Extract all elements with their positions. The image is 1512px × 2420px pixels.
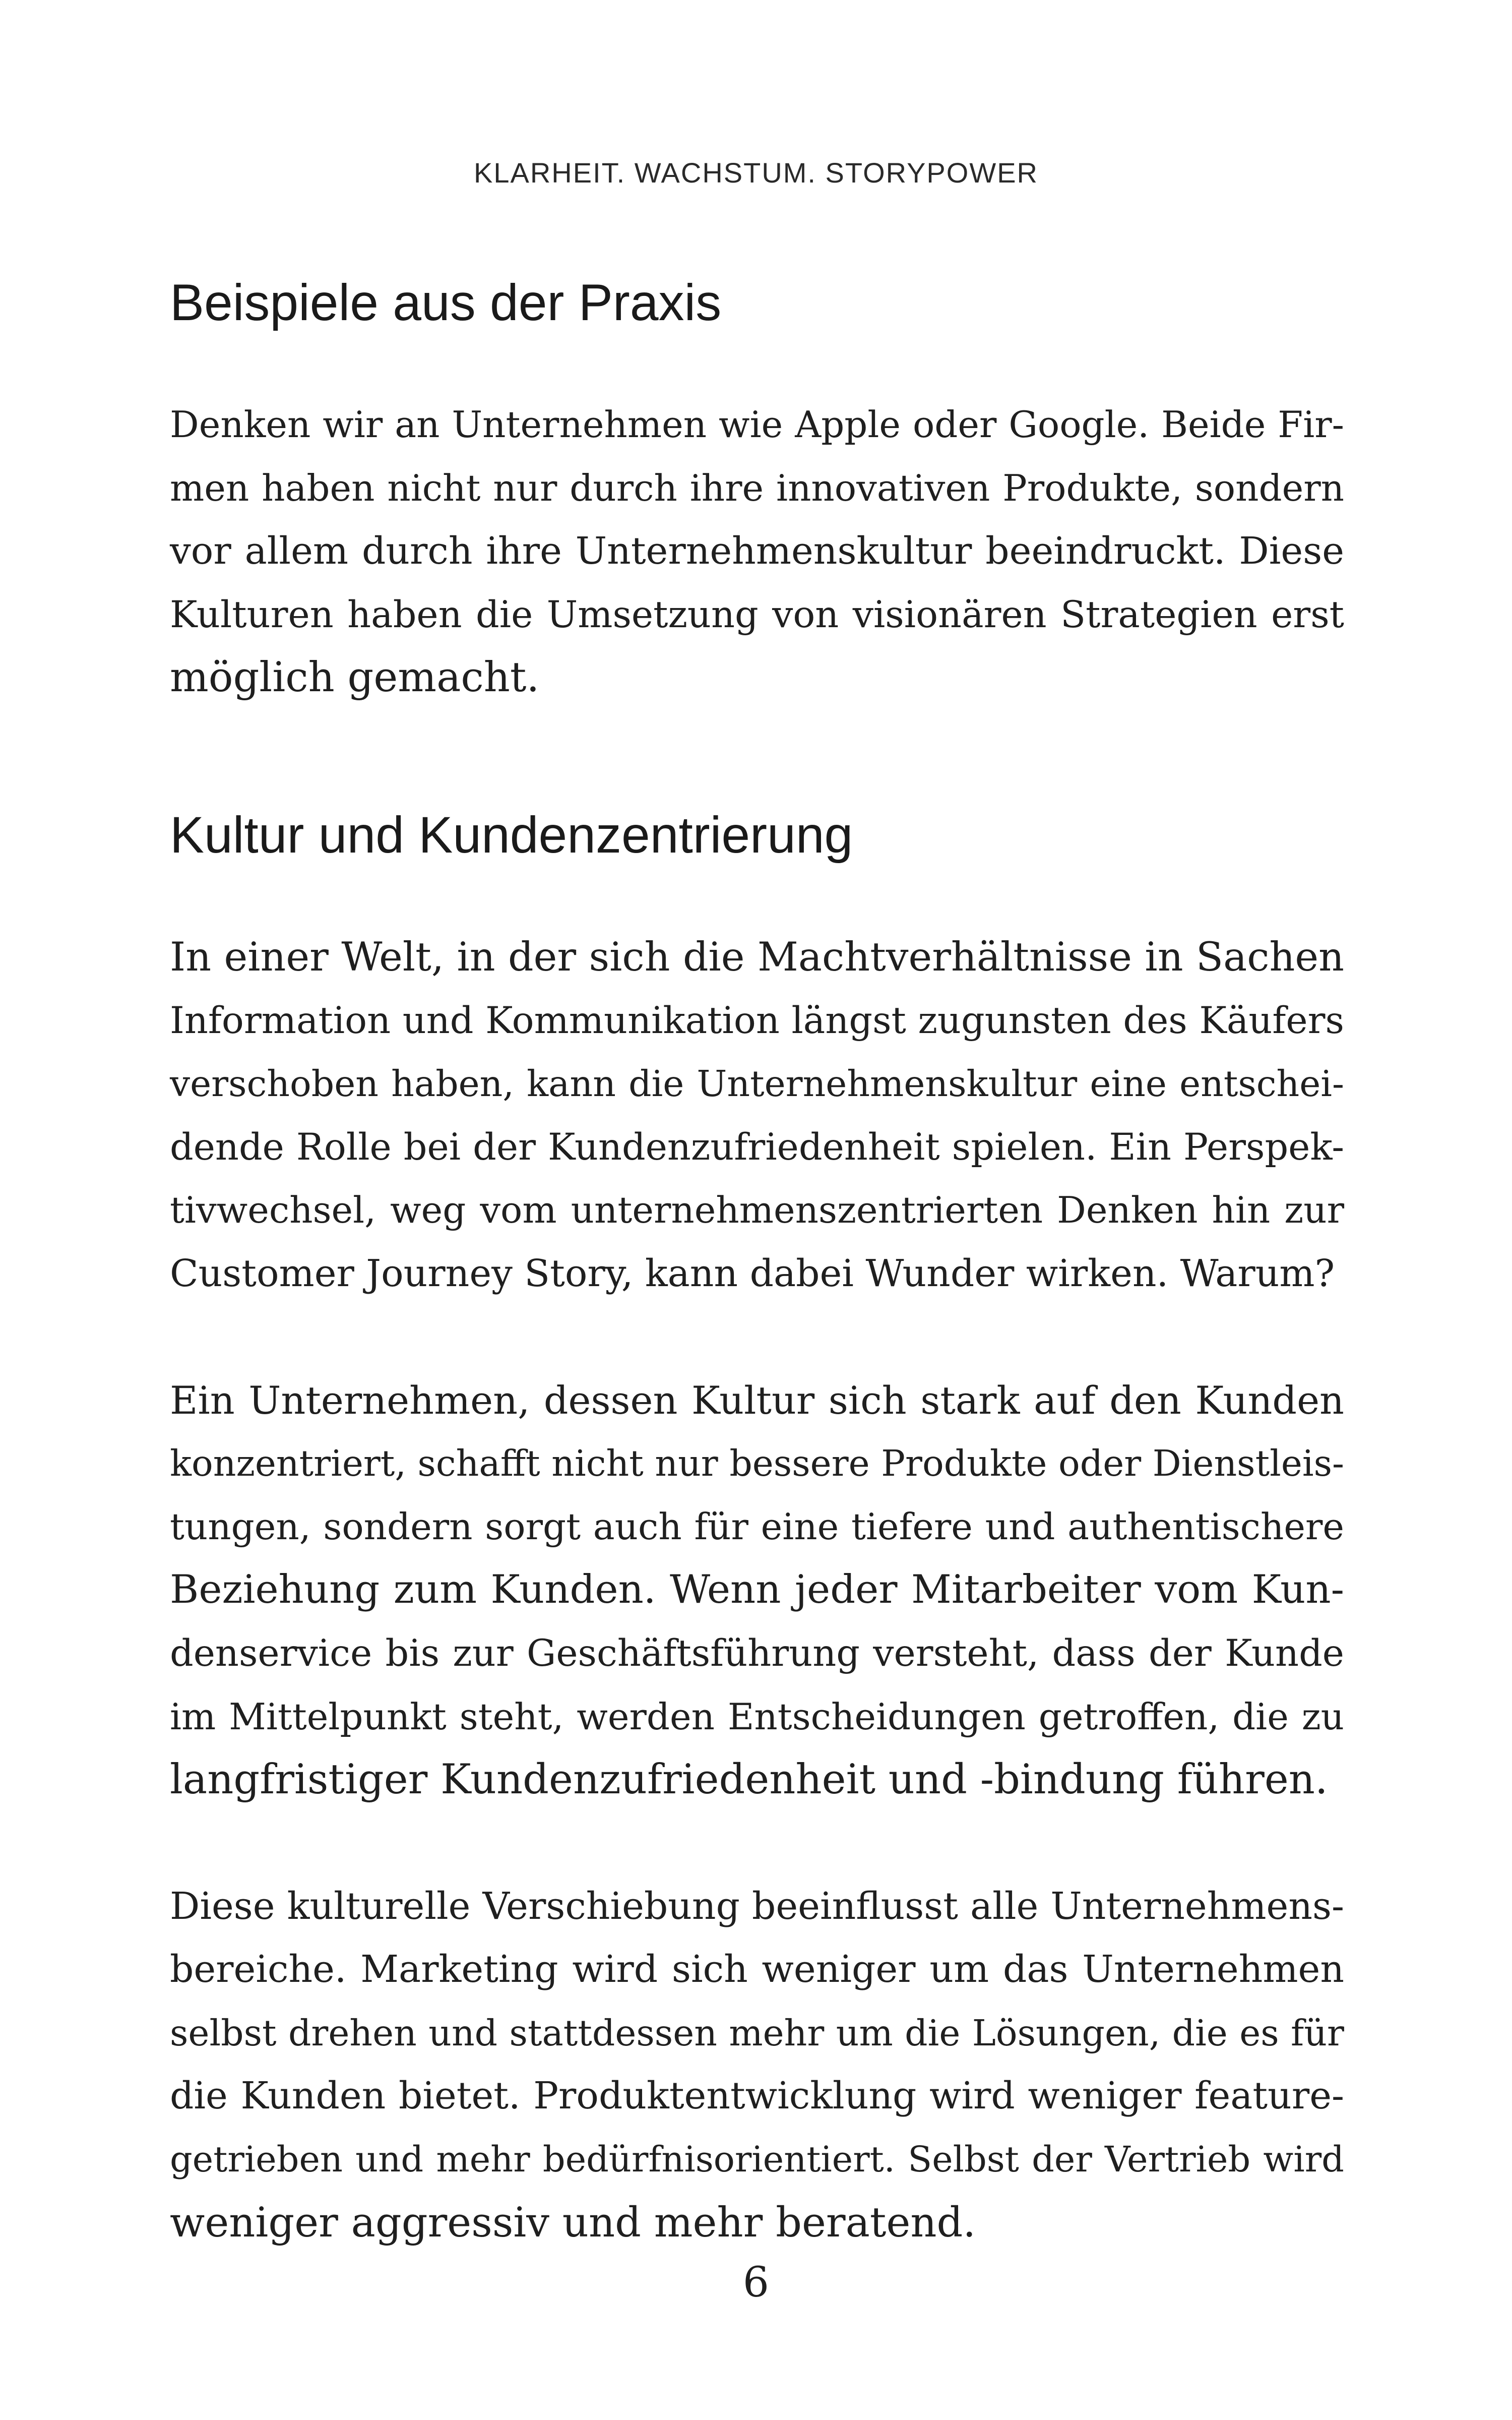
paragraph-kultur-3 bbox=[170, 1875, 1344, 2255]
paragraph-kultur-1 bbox=[170, 926, 1344, 1306]
section-heading-praxis: Beispiele aus der Praxis bbox=[170, 274, 722, 331]
text-line: Customer Journey Story, kann dabei Wunder wirken. Warum? bbox=[170, 1251, 1335, 1295]
paragraph-kultur-2 bbox=[170, 1369, 1344, 1812]
text-line: verschoben haben, kann die Unternehmenskultur eine entschei- bbox=[170, 1063, 1344, 1105]
text-line: dende Rolle bei der Kundenzufriedenheit spielen. Ein Perspek- bbox=[170, 1125, 1344, 1169]
text-line: tungen, sondern sorgt auch für eine tiefere und authentischere bbox=[170, 1505, 1344, 1548]
text-line: die Kunden bietet. Produktentwicklung wird weniger feature- bbox=[170, 2074, 1344, 2118]
text-line: Denken wir an Unternehmen wie Apple oder Google. Beide Fir- bbox=[170, 403, 1344, 446]
text-line: im Mittelpunkt steht, werden Entscheidungen getroffen, die zu bbox=[170, 1695, 1344, 1738]
text-line: Diese kulturelle Verschiebung beeinflusst alle Unternehmens- bbox=[170, 1884, 1344, 1928]
text-line: Ein Unternehmen, dessen Kultur sich stark auf den Kunden bbox=[170, 1377, 1344, 1423]
text-line: Kulturen haben die Umsetzung von visionären Strategien erst bbox=[170, 593, 1344, 636]
text-line: getrieben und mehr bedürfnisorientiert. Selbst der Vertrieb wird bbox=[170, 2139, 1344, 2181]
text-line: men haben nicht nur durch ihre innovativen Produkte, sondern bbox=[170, 466, 1344, 509]
text-line: weniger aggressiv und mehr beratend. bbox=[170, 2199, 976, 2247]
text-line: selbst drehen und stattdessen mehr um die Lösungen, die es für bbox=[170, 2012, 1344, 2054]
text-line: vor allem durch ihre Unternehmenskultur beeindruckt. Diese bbox=[170, 529, 1344, 573]
text-line: konzentriert, schafft nicht nur bessere Produkte oder Dienstleis- bbox=[170, 1442, 1344, 1485]
text-line: Information und Kommunikation längst zugunsten des Käufers bbox=[170, 999, 1344, 1042]
section-heading-kultur: Kultur und Kundenzentrierung bbox=[170, 806, 853, 864]
page-content bbox=[170, 262, 1344, 2255]
text-line: langfristiger Kundenzufriedenheit und -bindung führen. bbox=[170, 1756, 1328, 1804]
text-line: denservice bis zur Geschäftsführung versteht, dass der Kunde bbox=[170, 1631, 1344, 1675]
page-number: 6 bbox=[742, 2259, 770, 2307]
text-line: bereiche. Marketing wird sich weniger um das Unternehmen bbox=[170, 1948, 1344, 1991]
text-line: möglich gemacht. bbox=[170, 654, 540, 702]
text-line: Beziehung zum Kunden. Wenn jeder Mitarbeiter vom Kun- bbox=[170, 1567, 1344, 1613]
paragraph-praxis bbox=[170, 393, 1344, 710]
running-header: KLARHEIT. WACHSTUM. STORYPOWER bbox=[474, 157, 1038, 189]
text-line: tivwechsel, weg vom unternehmenszentrierten Denken hin zur bbox=[170, 1189, 1344, 1232]
text-line: In einer Welt, in der sich die Machtverhältnisse in Sachen bbox=[170, 933, 1344, 980]
